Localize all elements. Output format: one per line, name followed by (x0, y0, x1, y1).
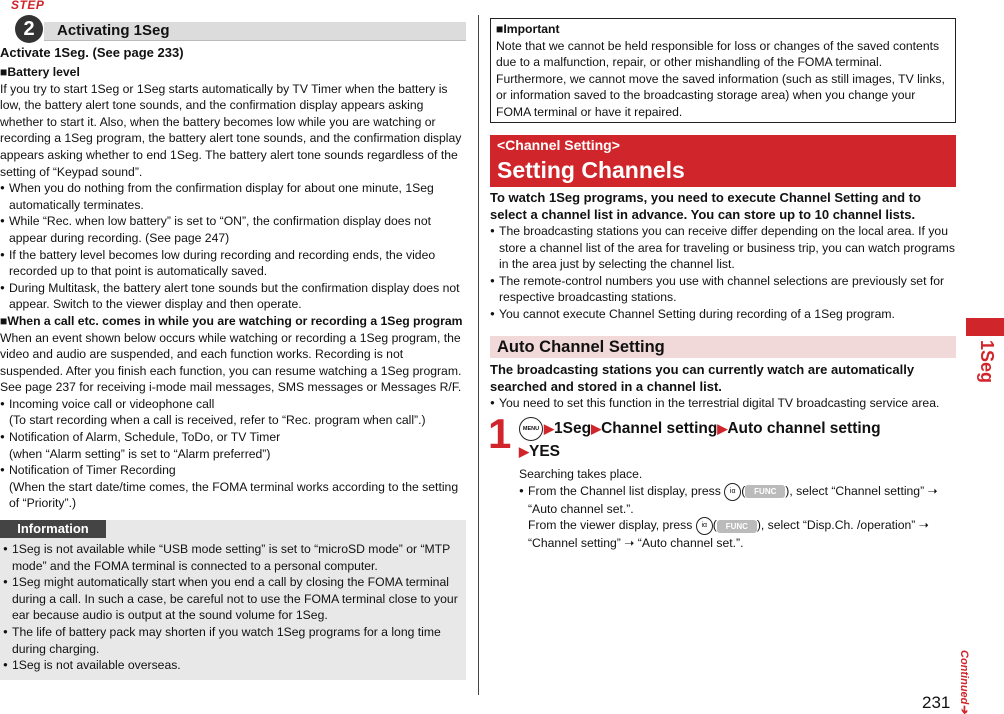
step-item: YES (529, 443, 561, 460)
step-item: Auto channel setting (727, 420, 881, 438)
column-divider (478, 15, 479, 695)
channel-list-tip-cont: “Auto channel set.”. (528, 501, 634, 516)
tip-text: From the viewer display, press (528, 518, 693, 533)
battery-bullet: ● When you do nothing from the confirmation display for about one minute, 1Seg automatically terminates. (0, 180, 466, 213)
call-text: When an event shown below occurs while watching or recording a 1Seg program, the video and audio are suspended, and each function works. Recording is not suspended. After you finish each function, you can resume watching a 1Seg program. See page 237 for receiving i-mode mail messages, SMS messages or Messages R/F. (0, 330, 462, 395)
battery-text: If you try to start 1Seg or 1Seg starts automatically by TV Timer when the battery is low, the battery alert tone sounds, and the confirmation display appears asking whether to start it. Also, when the battery becomes low while you are watching or recording a 1Seg program, the battery alert tone sounds, and the confirmation display appears asking whether to end 1Seg. The battery alert tone sounds regardless of the setting of “Keypad sound”. (0, 81, 462, 179)
step-1-sequence-cont (519, 441, 949, 463)
arrow-icon: ▶ (717, 421, 728, 437)
battery-bullet: ● While “Rec. when low battery” is set to “ON”, the confirmation display does not appear during recording. (See page 247) (0, 213, 466, 246)
call-heading: ■When a call etc. comes in while you are watching or recording a 1Seg program (0, 313, 463, 328)
important-heading: ■Important (496, 22, 560, 36)
viewer-tip: From the viewer display, press iα ( FUNC ), select “Disp.Ch. /operation” ➝ (519, 517, 949, 535)
channel-bullet: ● The remote-control numbers you use with channel selections are previously set for respective broadcasting stations. (490, 273, 956, 306)
step-1-sequence (519, 417, 949, 441)
information-item: ● 1Seg is not available overseas. (3, 657, 458, 674)
information-item: ● The life of battery pack may shorten if you watch 1Seg programs for a long time during charging. (3, 624, 458, 657)
continued-text: Continued➔ (958, 650, 970, 714)
section-label (966, 336, 1004, 388)
auto-intro: The broadcasting stations you can currently watch are automatically searched and stored in a channel list. (490, 362, 915, 394)
call-bullet-note: (When the start date/time comes, the FOMA terminal works according to the setting of “Priority”.) (9, 479, 459, 511)
important-content (496, 21, 952, 121)
arrow-icon: ▶ (519, 444, 529, 459)
information-list (3, 541, 458, 674)
page-number: 231 (922, 693, 951, 712)
call-bullet-note: (To start recording when a call is received, refer to “Rec. program when call”.) (9, 413, 426, 428)
auto-body (490, 362, 956, 412)
arrow-icon: ▶ (544, 421, 554, 437)
tip-text: From the Channel list display, press (528, 483, 721, 498)
viewer-tip-cont: “Channel setting” ➝ “Auto channel set.”. (528, 536, 744, 551)
step-1-instructions (519, 417, 949, 552)
section-tab (966, 318, 1004, 336)
searching-note: Searching takes place. (519, 467, 643, 481)
i-key-icon: iα (724, 483, 741, 501)
channel-setting-subtitle: <Channel Setting> (497, 137, 620, 153)
information-label: Information (0, 520, 106, 538)
activate-heading: Activate 1Seg. (See page 233) (0, 45, 184, 60)
battery-bullet: ● If the battery level becomes low during recording and recording ends, the video recorded up to that point is automatically saved. (0, 247, 466, 280)
battery-bullet: ● During Multitask, the battery alert tone sounds but the confirmation display does not appear. Switch to the viewer display and then operate. (0, 280, 466, 313)
step-item: Channel setting (601, 420, 718, 438)
continued-marker (955, 650, 975, 714)
important-text: Note that we cannot be held responsible for loss or changes of the saved contents due to a malfunction, repair, or other mishandling of the FOMA terminal. Furthermore, we cannot move the saved information (such as still images, TV links, or information saved to the broadcasting storage area) when you change your FOMA terminal or have it repaired. (496, 38, 945, 119)
call-bullet: ● Notification of Alarm, Schedule, ToDo, or TV Timer (0, 429, 466, 446)
func-key-icon: FUNC (717, 520, 757, 533)
channel-intro: To watch 1Seg programs, you need to execute Channel Setting and to select a channel list in advance. You can store up to 10 channel lists. (490, 190, 921, 222)
battery-heading: ■Battery level (0, 65, 80, 79)
menu-key-icon: MENU (519, 417, 543, 441)
channel-bullet: ● You cannot execute Channel Setting during recording of a 1Seg program. (490, 306, 956, 323)
i-key-icon: iα (696, 517, 713, 535)
auto-channel-title: Auto Channel Setting (497, 338, 665, 356)
call-bullet: ● Incoming voice call or videophone call (0, 396, 466, 413)
step-1-number: 1 (488, 410, 512, 457)
auto-bullet: ● You need to set this function in the terrestrial digital TV broadcasting service area. (490, 395, 956, 412)
step-title: Activating 1Seg (57, 22, 170, 39)
information-item: ● 1Seg might automatically start when you end a call by closing the FOMA terminal during a call. In such a case, be careful not to use the FOMA terminal close to your ear because audio is output at the sound volume for 1Seg. (3, 574, 458, 624)
channel-setting-title: Setting Channels (497, 157, 685, 183)
section-label-text: 1Seg (977, 340, 997, 384)
channel-list-tip: ● From the Channel list display, press iα ( FUNC ), select “Channel setting” ➝ (519, 483, 949, 501)
func-key-icon: FUNC (745, 485, 785, 498)
channel-bullet: ● The broadcasting stations you can receive differ depending on the local area. If you store a channel list of the area for traveling or business trip, you can watch programs in the area just by selecting the channel list. (490, 223, 956, 273)
arrow-icon: ▶ (591, 421, 602, 437)
tip-text: ), select “Disp.Ch. /operation” ➝ (756, 518, 929, 533)
left-column (0, 45, 466, 512)
tip-text: ), select “Channel setting” ➝ (785, 483, 938, 498)
information-item: ● 1Seg is not available while “USB mode setting” is set to “microSD mode” or “MTP mode” and the FOMA terminal is connected to a personal computer. (3, 541, 458, 574)
call-bullet-note: (when “Alarm setting” is set to “Alarm preferred”) (9, 446, 271, 461)
call-bullet: ● Notification of Timer Recording (0, 462, 466, 479)
step-item: 1Seg (554, 420, 592, 438)
step-number-badge: 2 (15, 15, 43, 43)
channel-body (490, 190, 956, 323)
step-label: STEP (11, 0, 45, 12)
